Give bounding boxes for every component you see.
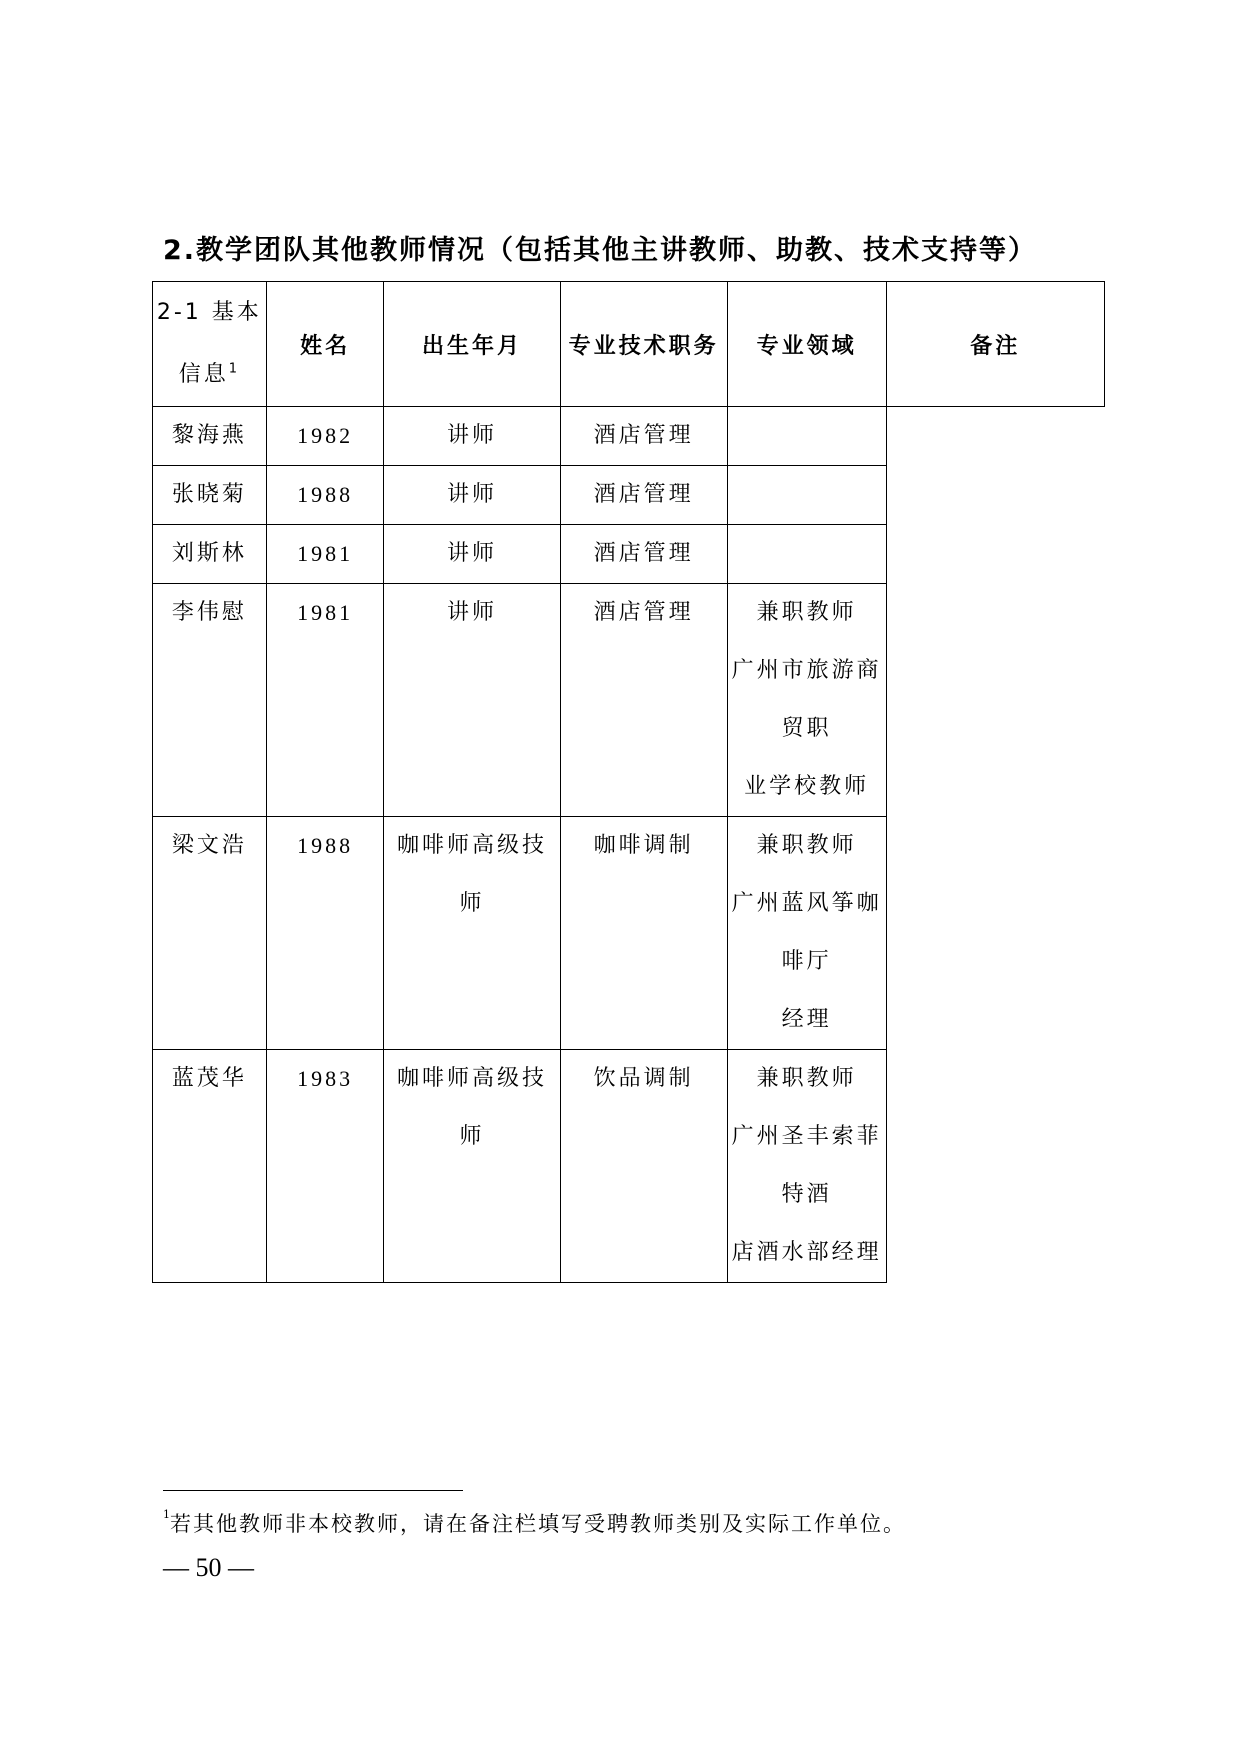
professional-title-line: 师 (459, 891, 485, 916)
birth-year: 1981 (266, 525, 384, 584)
footnote (163, 1508, 906, 1538)
professional-title-line: 讲师 (446, 600, 497, 625)
column-header-note: 备注 (886, 282, 1104, 407)
note (727, 817, 886, 1050)
footnote-marker: 1 (163, 1508, 170, 1521)
professional-title (384, 525, 560, 584)
professional-field: 酒店管理 (560, 466, 727, 525)
note (727, 1050, 886, 1283)
teacher-name: 李伟慰 (153, 584, 267, 817)
table-row (153, 817, 1105, 1050)
professional-title-line: 师 (459, 1124, 485, 1149)
professional-title (384, 584, 560, 817)
column-header-birth-year: 出生年月 (384, 282, 560, 407)
page-number: — 50 — (163, 1553, 254, 1582)
professional-title-line: 讲师 (446, 482, 497, 507)
table-row (153, 407, 1105, 466)
teacher-name: 黎海燕 (153, 407, 267, 466)
professional-title (384, 1050, 560, 1283)
professional-title-line: 讲师 (446, 541, 497, 566)
note (727, 525, 886, 584)
professional-field: 酒店管理 (560, 407, 727, 466)
teacher-name: 张晓菊 (153, 466, 267, 525)
professional-field: 酒店管理 (560, 525, 727, 584)
table-header-row (153, 282, 1105, 407)
note (727, 584, 886, 817)
professional-field: 咖啡调制 (560, 817, 727, 1050)
professional-field: 饮品调制 (560, 1050, 727, 1283)
professional-title (384, 407, 560, 466)
birth-year: 1981 (266, 584, 384, 817)
column-header-name: 姓名 (266, 282, 384, 407)
note-line: 兼职教师 (756, 1066, 857, 1091)
birth-year: 1988 (266, 817, 384, 1050)
professional-title (384, 466, 560, 525)
birth-year: 1983 (266, 1050, 384, 1283)
professional-title-line: 讲师 (446, 423, 497, 448)
row-group-header-line1: 2-1 基本 (156, 300, 262, 325)
column-header-field: 专业领域 (727, 282, 886, 407)
column-header-title: 专业技术职务 (560, 282, 727, 407)
note-line: 业学校教师 (744, 774, 870, 799)
teacher-name: 梁文浩 (153, 817, 267, 1050)
birth-year: 1982 (266, 407, 384, 466)
note-line: 兼职教师 (756, 600, 857, 625)
footnote-ref: 1 (228, 361, 240, 377)
note (727, 407, 886, 466)
note-line: 广州圣丰索菲特酒 (731, 1124, 882, 1207)
note (727, 466, 886, 525)
footnote-text: 若其他教师非本校教师，请在备注栏填写受聘教师类别及实际工作单位。 (170, 1512, 906, 1536)
note-line: 广州蓝风筝咖啡厅 (731, 891, 882, 974)
section-heading: 2.教学团队其他教师情况（包括其他主讲教师、助教、技术支持等） (163, 235, 1038, 266)
table-row (153, 525, 1105, 584)
table-row (153, 584, 1105, 817)
table-row (153, 1050, 1105, 1283)
professional-title-line: 咖啡师高级技 (396, 1066, 547, 1091)
note-line: 经理 (781, 1007, 832, 1032)
teacher-info-table (152, 281, 1105, 1283)
teacher-name: 刘斯林 (153, 525, 267, 584)
teacher-name: 蓝茂华 (153, 1050, 267, 1283)
table-row (153, 466, 1105, 525)
professional-field: 酒店管理 (560, 584, 727, 817)
note-line: 兼职教师 (756, 833, 857, 858)
birth-year: 1988 (266, 466, 384, 525)
note-line: 广州市旅游商贸职 (731, 658, 882, 741)
note-line: 店酒水部经理 (731, 1240, 882, 1265)
footnote-rule (163, 1490, 463, 1491)
row-group-header-line2: 信息 (178, 362, 229, 387)
professional-title-line: 咖啡师高级技 (396, 833, 547, 858)
row-group-header (153, 282, 267, 407)
professional-title (384, 817, 560, 1050)
